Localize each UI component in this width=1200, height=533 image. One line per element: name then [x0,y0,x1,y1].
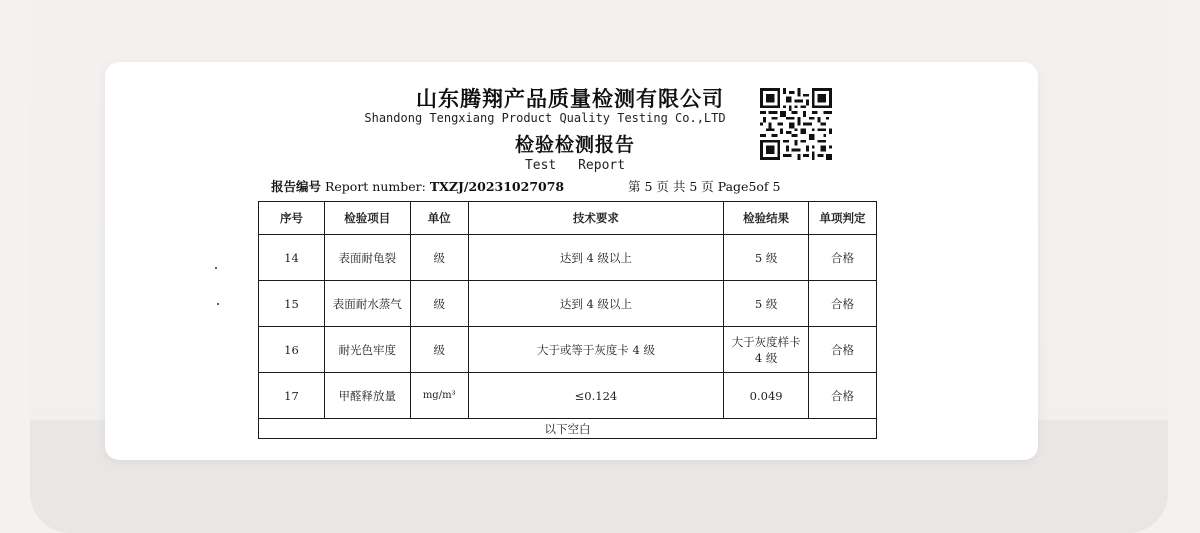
cell-no: 16 [259,327,325,373]
cell-requirement: ≤0.124 [468,373,724,419]
cell-no: 14 [259,235,325,281]
cell-unit: 级 [410,235,468,281]
cell-result: 大于灰度样卡 4 级 [724,327,809,373]
table-row [259,235,877,281]
cell-verdict: 合格 [809,327,877,373]
table-footer: 以下空白 [259,419,877,439]
table-footer-row [259,419,877,439]
column-header-requirement: 技术要求 [468,202,724,235]
cell-unit: 级 [410,327,468,373]
cell-result: 5 级 [724,235,809,281]
scan-speck [215,267,217,269]
cell-no: 15 [259,281,325,327]
column-header-result: 检验结果 [724,202,809,235]
cell-verdict: 合格 [809,281,877,327]
report-number-label-en: Report number: [325,179,426,194]
cell-requirement: 大于或等于灰度卡 4 级 [468,327,724,373]
cell-unit: 级 [410,281,468,327]
scan-speck [217,303,219,305]
report-number-label-cn: 报告编号 [271,179,322,194]
table-header-row [259,202,877,235]
column-header-verdict: 单项判定 [809,202,877,235]
report-title-en: Test Report [524,158,626,173]
test-results-table [258,201,877,439]
cell-result: 5 级 [724,281,809,327]
qr-code-icon [760,88,832,160]
report-card [105,62,1038,460]
cell-item: 甲醛释放量 [324,373,410,419]
cell-item: 耐光色牢度 [324,327,410,373]
page-info: 第 5 页 共 5 页 Page5of 5 [628,179,781,194]
cell-no: 17 [259,373,325,419]
report-number: TXZJ/20231027078 [429,179,565,194]
column-header-unit: 单位 [410,202,468,235]
report-title-cn: 检验检测报告 [514,134,635,156]
cell-verdict: 合格 [809,373,877,419]
table-row [259,373,877,419]
cell-requirement: 达到 4 级以上 [468,235,724,281]
cell-unit: mg/m³ [410,373,468,419]
cell-verdict: 合格 [809,235,877,281]
cell-requirement: 达到 4 级以上 [468,281,724,327]
report-number-line [271,177,564,195]
column-header-no: 序号 [259,202,325,235]
cell-item: 表面耐水蒸气 [324,281,410,327]
company-name-cn: 山东腾翔产品质量检测有限公司 [416,86,724,111]
column-header-item: 检验项目 [324,202,410,235]
company-name-en: Shandong Tengxiang Product Quality Testing Co.,LTD [364,111,726,125]
cell-item: 表面耐龟裂 [324,235,410,281]
cell-result: 0.049 [724,373,809,419]
table-row [259,327,877,373]
table-row [259,281,877,327]
